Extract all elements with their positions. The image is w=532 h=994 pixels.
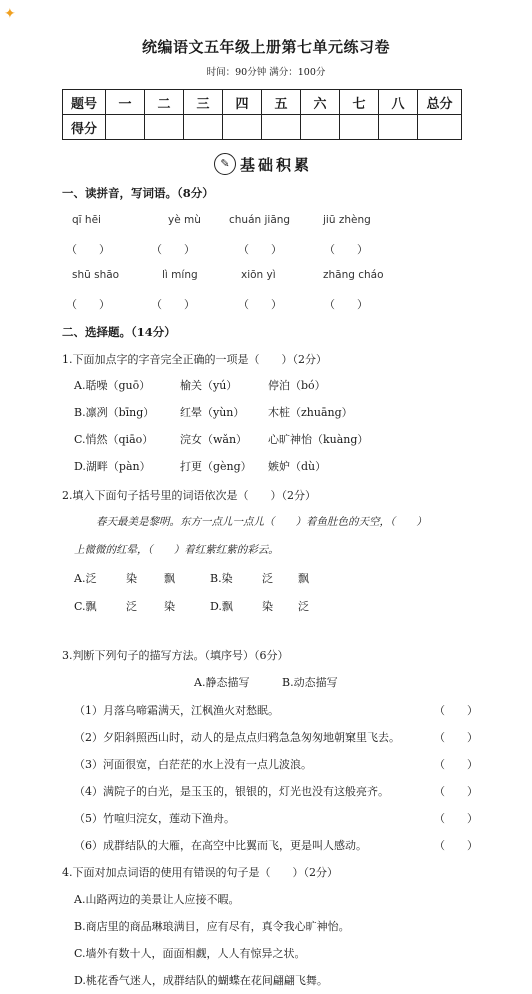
page-subtitle: 时间：90分钟 满分：100分 — [206, 67, 326, 78]
q2-1-stem: 1.下面加点字的字音完全正确的一项是（ ）（2分） — [62, 353, 327, 366]
score-header-cell: 三 — [184, 90, 223, 115]
score-input-cell[interactable] — [418, 115, 462, 140]
score-input-cell[interactable] — [301, 115, 340, 140]
answer-blank[interactable]: （ ） — [238, 298, 282, 311]
score-header-cell: 八 — [379, 90, 418, 115]
page-title: 统编语文五年级上册第七单元练习卷 — [141, 38, 390, 56]
corner-logo-icon: ✦ — [4, 6, 16, 22]
pinyin-item: zhāng cháo — [323, 269, 384, 281]
q2-heading: 二、选择题。（14分） — [62, 325, 176, 339]
q3-item: （1）月落乌啼霜满天，江枫渔火对愁眠。 — [74, 704, 279, 717]
score-row-label: 得分 — [63, 115, 106, 140]
answer-blank[interactable]: （ ） — [324, 298, 368, 311]
q4-option: D.桃花香气迷人，成群结队的蝴蝶在花间翩翩飞舞。 — [74, 974, 328, 987]
q4-option: B.商店里的商品琳琅满目，应有尽有，真令我心旷神怡。 — [74, 920, 350, 933]
score-input-cell[interactable] — [262, 115, 301, 140]
pinyin-item: chuán jiāng — [229, 214, 291, 226]
option-word: 染 — [164, 600, 175, 613]
pencil-icon: ✎ — [214, 153, 236, 175]
section-heading — [214, 153, 320, 175]
score-header-cell: 总分 — [418, 90, 462, 115]
option-c: C.悄然（qiāo） — [74, 433, 154, 446]
section-title: 基础积累 — [240, 156, 313, 174]
q4-stem: 4.下面对加点词语的使用有错误的句子是（ ）（2分） — [62, 866, 338, 879]
q4-option: C.墙外有数十人，面面相觑，人人有惊异之状。 — [74, 947, 306, 960]
score-header-cell: 六 — [301, 90, 340, 115]
option-word: 榆关（yú） — [180, 379, 238, 392]
answer-blank[interactable]: （ ） — [151, 243, 195, 256]
answer-blank[interactable]: （ ） — [434, 785, 478, 798]
q3-option-a: A.静态描写 — [194, 676, 250, 689]
option-d: D.湖畔（pàn） — [74, 460, 151, 473]
option-b: B.凛冽（bīng） — [74, 406, 155, 419]
option-word: 染 — [126, 572, 137, 585]
pinyin-item: jiū zhèng — [323, 214, 371, 226]
q1-heading: 一、读拼音，写词语。（8分） — [62, 186, 214, 200]
q3-item: （2）夕阳斜照西山时，动人的是点点归鸦急急匆匆地朝窠里飞去。 — [74, 731, 400, 744]
option-word: 泛 — [298, 600, 309, 613]
option-word: 心旷神怡（kuàng） — [268, 433, 369, 446]
answer-blank[interactable]: （ ） — [434, 812, 478, 825]
q3-option-b: B.动态描写 — [282, 676, 338, 689]
q3-stem: 3.判断下列句子的描写方法。（填序号）（6分） — [62, 649, 289, 662]
option-word: 停泊（bó） — [268, 379, 326, 392]
score-input-cell[interactable] — [340, 115, 379, 140]
answer-blank[interactable]: （ ） — [434, 731, 478, 744]
pinyin-item: shū shāo — [72, 269, 120, 281]
score-input-cell[interactable] — [145, 115, 184, 140]
answer-blank[interactable]: （ ） — [324, 243, 368, 256]
option-a: A.泛 — [74, 572, 97, 585]
score-table — [62, 89, 462, 140]
pinyin-item: lì míng — [162, 269, 198, 281]
q3-item: （3）河面很宽，白茫茫的水上没有一点儿波浪。 — [74, 758, 312, 771]
score-header-cell: 二 — [145, 90, 184, 115]
score-input-cell[interactable] — [106, 115, 145, 140]
q4-option: A.山路两边的美景让人应接不暇。 — [74, 893, 240, 906]
answer-blank[interactable]: （ ） — [66, 243, 110, 256]
option-word: 飘 — [298, 572, 309, 585]
pinyin-item: xiōn yì — [241, 269, 276, 281]
option-a: A.聒噪（guō） — [74, 379, 151, 392]
score-input-cell[interactable] — [223, 115, 262, 140]
score-table-score-row — [63, 115, 462, 140]
passage-line: 上微微的红晕，（ ）着红紫红紫的彩云。 — [74, 544, 279, 556]
answer-blank[interactable]: （ ） — [434, 758, 478, 771]
option-word: 染 — [262, 600, 273, 613]
answer-blank[interactable]: （ ） — [434, 839, 478, 852]
option-word: 泛 — [262, 572, 273, 585]
option-word: 泛 — [126, 600, 137, 613]
answer-blank[interactable]: （ ） — [238, 243, 282, 256]
option-word: 打更（gèng） — [180, 460, 252, 473]
answer-blank[interactable]: （ ） — [66, 298, 110, 311]
option-b: B.染 — [210, 572, 233, 585]
score-header-cell: 七 — [340, 90, 379, 115]
option-c: C.飘 — [74, 600, 97, 613]
answer-blank[interactable]: （ ） — [151, 298, 195, 311]
q3-item: （6）成群结队的大雁，在高空中比翼而飞，更是叫人感动。 — [74, 839, 367, 852]
score-input-cell[interactable] — [184, 115, 223, 140]
answer-blank[interactable]: （ ） — [434, 704, 478, 717]
score-header-cell: 四 — [223, 90, 262, 115]
q3-item: （5）竹喧归浣女，莲动下渔舟。 — [74, 812, 235, 825]
score-header-cell: 一 — [106, 90, 145, 115]
pinyin-item: qī hēi — [72, 214, 101, 226]
score-input-cell[interactable] — [379, 115, 418, 140]
score-header-cell: 五 — [262, 90, 301, 115]
passage-line: 春天最美是黎明。东方一点儿一点儿（ ）着鱼肚色的天空，（ ） — [96, 516, 427, 528]
option-word: 嫉妒（dù） — [268, 460, 327, 473]
q3-item: （4）满院子的白光，是玉玉的，银银的，灯光也没有这般亮齐。 — [74, 785, 389, 798]
option-d: D.飘 — [210, 600, 233, 613]
option-word: 飘 — [164, 572, 175, 585]
option-word: 浣女（wǎn） — [180, 433, 248, 446]
pinyin-item: yè mù — [168, 214, 201, 226]
q2-2-stem: 2.填入下面句子括号里的词语依次是（ ）（2分） — [62, 489, 316, 502]
score-table-header-row — [63, 90, 462, 115]
option-word: 红晕（yùn） — [180, 406, 245, 419]
option-word: 木桩（zhuāng） — [268, 406, 353, 419]
score-header-cell: 题号 — [63, 90, 106, 115]
